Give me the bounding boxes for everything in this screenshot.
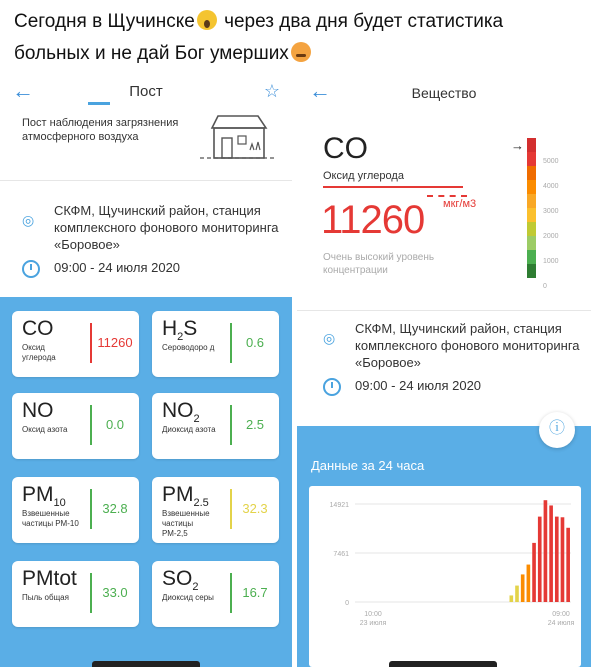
concentration-value: 11260 — [321, 198, 425, 242]
scream-emoji-icon — [197, 10, 217, 30]
station-building-icon — [200, 110, 276, 162]
scale-segment — [527, 222, 536, 236]
back-arrow-icon[interactable]: ← — [12, 78, 34, 103]
pollutant-name: Диоксид серы — [162, 593, 214, 602]
chart-card — [309, 486, 581, 667]
pollutant-name: Сероводоро д — [162, 343, 215, 352]
chart-bar — [527, 565, 531, 602]
pollutant-name: Диоксид азота — [162, 425, 216, 434]
home-indicator[interactable] — [389, 661, 497, 667]
concentration-level: Очень высокий уровень концентрации — [323, 252, 435, 276]
divider — [0, 180, 292, 181]
pollutant-value: 0.0 — [105, 417, 125, 432]
level-arrow-icon: → — [511, 138, 524, 153]
chart-bar — [566, 528, 570, 602]
pollutant-value: 32.3 — [242, 501, 268, 516]
pollutant-tile-no[interactable] — [12, 393, 139, 459]
pollutant-tile-co[interactable] — [12, 311, 139, 377]
nav-indicator — [88, 102, 110, 105]
time-text: 09:00 - 24 июля 2020 — [54, 260, 181, 275]
pollutant-tile-h2s[interactable] — [152, 311, 279, 377]
scale-label: 4000 — [543, 183, 559, 190]
status-bar — [230, 489, 232, 529]
location-pin-icon: ◎ — [22, 212, 35, 228]
pollutant-symbol: NO — [22, 399, 54, 422]
caption-text-1: Сегодня в Щучинске — [14, 11, 195, 32]
pollutant-value: 2.5 — [245, 417, 265, 432]
y-tick-label: 14921 — [329, 502, 349, 509]
scale-segment — [527, 166, 536, 180]
x-tick-label: 10:00 — [364, 611, 382, 618]
status-bar — [90, 323, 92, 363]
x-tick-label: 09:00 — [552, 611, 570, 618]
status-bar — [90, 573, 92, 613]
concentration-unit: мкг/м3 — [443, 198, 477, 210]
scale-label: 2000 — [543, 233, 559, 240]
chart-bar — [561, 517, 565, 602]
x-tick-date: 23 июля — [359, 620, 387, 627]
pollutant-value: 32.8 — [102, 501, 128, 516]
pollutant-tile-so2[interactable] — [152, 561, 279, 627]
pollutant-symbol: CO — [22, 317, 54, 340]
scale-labels — [543, 138, 583, 288]
scale-segment — [527, 208, 536, 222]
status-bar — [230, 323, 232, 363]
scale-segment — [527, 250, 536, 264]
chart-title: Данные за 24 часа — [311, 458, 425, 473]
clock-icon — [323, 378, 341, 396]
pollutant-name: Оксид азота — [22, 425, 68, 434]
pollutant-grid — [0, 297, 292, 667]
caption-text-2: через два дня будет статистика больных и не дай Бог умерших — [14, 11, 504, 64]
scale-label: 3000 — [543, 208, 559, 215]
pollutant-symbol: PMtot — [22, 567, 77, 590]
divider — [297, 310, 591, 311]
chart-bar — [521, 574, 525, 602]
scale-label: 5000 — [543, 158, 559, 165]
pollutant-value: 16.7 — [242, 585, 268, 600]
scale-label: 1000 — [543, 258, 559, 265]
info-icon[interactable]: ⓘ — [539, 412, 575, 448]
angry-emoji-icon — [291, 42, 311, 62]
pollutant-name: Оксид углерода — [22, 343, 56, 362]
status-bar — [230, 405, 232, 445]
color-scale — [527, 138, 536, 278]
substance-card — [297, 118, 591, 318]
pollutant-value: 11260 — [97, 335, 133, 350]
scale-segment — [527, 194, 536, 208]
chart-section — [297, 426, 591, 667]
underline — [323, 186, 463, 188]
pollutant-tile-pmtot[interactable] — [12, 561, 139, 627]
bar-chart — [309, 486, 581, 667]
scale-segment — [527, 264, 536, 278]
pollutant-name: Взвешенные частицы РМ-10 — [22, 509, 79, 528]
post-label: Пост наблюдения загрязнения атмосферного воздуха — [22, 117, 179, 143]
page-title: Пост — [129, 83, 163, 100]
substance-name: Оксид углерода — [323, 170, 404, 182]
pollutant-tile-pm25[interactable] — [152, 477, 279, 543]
chart-bar — [549, 505, 553, 602]
pollutant-tile-no2[interactable] — [152, 393, 279, 459]
pollutant-symbol: $PM_{10}$ — [22, 483, 66, 510]
page-title: Вещество — [411, 85, 477, 101]
scale-segment — [527, 138, 536, 152]
clock-icon — [22, 260, 40, 278]
chart-bar — [509, 595, 513, 602]
scale-segment — [527, 180, 536, 194]
substance-nav-bar — [297, 72, 591, 112]
back-arrow-icon[interactable]: ← — [309, 78, 331, 103]
y-tick-label: 7461 — [333, 551, 349, 558]
chart-bar — [555, 517, 559, 602]
scale-segment — [527, 236, 536, 250]
star-icon[interactable]: ☆ — [263, 81, 280, 101]
y-tick-label: 0 — [345, 600, 349, 607]
pollutant-symbol: $SO_2$ — [162, 567, 199, 594]
substance-screen — [297, 72, 591, 667]
location-text: СКФМ, Щучинский район, станция комплексного фонового мониторинга «Боровое» — [54, 203, 279, 252]
pollutant-symbol: $PM_{2.5}$ — [162, 483, 209, 510]
pollutant-tile-pm10[interactable] — [12, 477, 139, 543]
pollutant-symbol: $H_2S$ — [162, 317, 198, 344]
caption — [14, 6, 584, 70]
chart-bar — [515, 586, 519, 602]
status-bar — [230, 573, 232, 613]
pollutant-value: 0.6 — [245, 335, 265, 350]
pollutant-name: Пыль общая — [22, 593, 69, 602]
status-bar — [90, 489, 92, 529]
location-text: СКФМ, Щучинский район, станция комплексного фонового мониторинга «Боровое» — [355, 321, 580, 370]
x-tick-date: 24 июля — [547, 620, 575, 627]
location-pin-icon: ◎ — [323, 330, 336, 346]
pollutant-value: 33.0 — [102, 585, 128, 600]
scale-label: 0 — [543, 283, 547, 290]
pollutant-symbol: $NO_2$ — [162, 399, 200, 426]
post-header-card — [0, 106, 292, 178]
chart-bar — [532, 543, 536, 602]
home-indicator[interactable] — [92, 661, 200, 667]
time-text: 09:00 - 24 июля 2020 — [355, 378, 482, 393]
pollutant-name: Взвешенные частицы РМ-2,5 — [162, 509, 210, 538]
scale-segment — [527, 152, 536, 166]
chart-bar — [544, 500, 548, 602]
chart-bar — [538, 517, 542, 602]
substance-symbol: CO — [323, 132, 368, 165]
post-screen — [0, 72, 292, 667]
status-bar — [90, 405, 92, 445]
